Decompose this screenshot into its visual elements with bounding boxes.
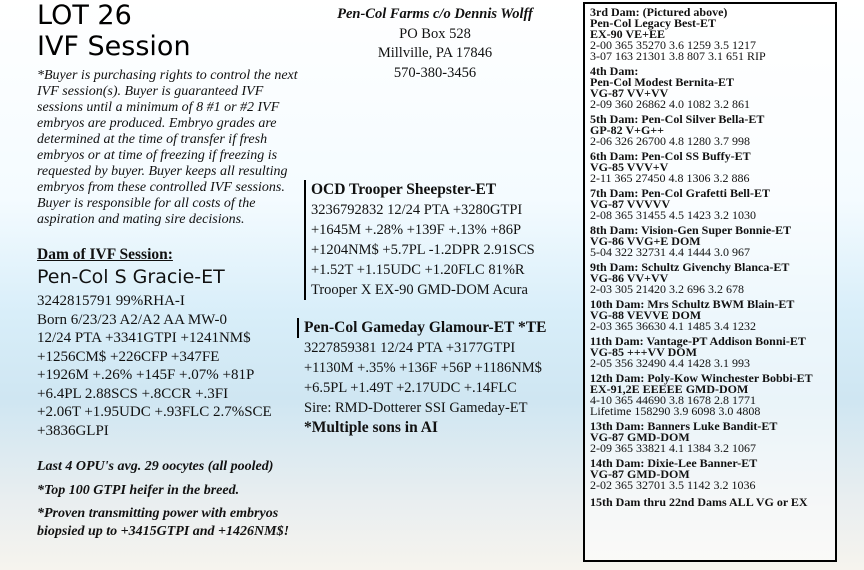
note-line: *Top 100 GTPI heifer in the breed. (37, 482, 240, 498)
ancestor-entry (590, 299, 835, 332)
ancestor-entry (590, 114, 835, 147)
ancestor-title: 10th Dam: Mrs Schultz BWM Blain-ET (590, 297, 795, 311)
farm-contact (300, 5, 570, 83)
farm-address-1: PO Box 528 (399, 25, 471, 42)
sire-line: +1.52T +1.15UDC +1.20FLC 81%R (311, 262, 525, 278)
ancestor-line: 4-10 365 44690 3.8 1678 2.8 1771 (590, 393, 756, 407)
sire-title: Pen-Col Gameday Glamour-ET *TE (297, 318, 574, 338)
ancestor-line: Lifetime 158290 3.9 6098 3.0 4808 (590, 404, 761, 418)
dam-details (37, 292, 272, 440)
sire-title: OCD Trooper Sheepster-ET (311, 181, 497, 198)
dam-detail-line: 3242815791 99%RHA-I (37, 293, 185, 309)
dam-detail-line: +6.4PL 2.88SCS +.8CCR +.3FI (37, 385, 229, 402)
ancestor-title: 8th Dam: Vision-Gen Super Bonnie-ET (590, 223, 792, 237)
ancestor-line: VG-86 VVG+E DOM (590, 234, 701, 248)
ancestor-entry (590, 225, 835, 258)
ancestor-entry (590, 458, 835, 491)
farm-address-2: Millville, PA 17846 (377, 45, 493, 61)
sire-line: 3227859381 12/24 PTA +3177GTPI (304, 340, 516, 356)
note-line: Last 4 OPU's avg. 29 oocytes (all pooled) (37, 459, 274, 474)
ancestor-line: VG-87 VVVVV (590, 197, 671, 211)
sire-note: *Multiple sons in AI (304, 419, 438, 436)
ancestor-line: 2-09 360 26862 4.0 1082 3.2 861 (590, 97, 750, 111)
dam-detail-line: +2.06T +1.95UDC +.93FLC 2.7%SCE (37, 404, 272, 420)
ancestor-entry (590, 7, 835, 62)
ancestor-final-note: 15th Dam thru 22nd Dams ALL VG or EX (590, 495, 808, 509)
lot-title (37, 0, 191, 62)
ancestor-title: 11th Dam: Vantage-PT Addison Bonni-ET (590, 334, 806, 348)
ancestor-line: VG-85 +++VV DOM (590, 345, 697, 359)
ancestor-line: VG-85 VVV+V (590, 160, 669, 174)
ancestor-line: 2-03 305 21420 3.2 696 3.2 678 (590, 282, 744, 296)
dam-detail-line: +3836GLPI (37, 422, 109, 439)
ancestor-title: 12th Dam: Poly-Kow Winchester Bobbi-ET (590, 371, 813, 385)
ancestor-title: 9th Dam: Schultz Givenchy Blanca-ET (590, 260, 790, 274)
dam-detail-line: +1926M +.26% +145F +.07% +81P (37, 367, 255, 383)
ancestor-title: 5th Dam: Pen-Col Silver Bella-ET (590, 112, 765, 126)
ancestor-entry (590, 188, 835, 221)
farm-name: Pen-Col Farms c/o Dennis Wolff (337, 6, 533, 22)
ancestor-entry (590, 151, 835, 184)
dam-heading: Dam of IVF Session: (37, 246, 173, 263)
ancestor-line: VG-86 VV+VV (590, 271, 669, 285)
ancestor-title: 3rd Dam: (Pictured above) (590, 5, 728, 19)
ancestor-line: VG-87 VV+VV (590, 86, 669, 100)
sire-line: Sire: RMD-Dotterer SSI Gameday-ET (304, 400, 528, 416)
session-type: IVF Session (37, 31, 191, 62)
note-line: *Proven transmitting power with embryos biopsied up to +3415GTPI and +1426NM$! (37, 506, 290, 539)
pedigree-list (590, 7, 835, 508)
disclaimer-text: *Buyer is purchasing rights to control the next IVF session(s). Buyer is guaranteed IVF sessions until a minimum of 8 #1 or #2 IVF embryos are produced. Embryo grades are determined at the time of transfer if fresh embryos or at time of freezing if freezing is requested by buyer. Buyer keeps all resulting embryos from these controlled IVF sessions. Buyer is responsible for all costs of the aspiration and mating sire decisions. (37, 68, 298, 227)
sire-block-2 (304, 318, 574, 438)
ancestor-line: EX-91,2E EEEEE GMD-DOM (590, 382, 749, 396)
ancestor-line: Pen-Col Modest Bernita-ET (590, 75, 734, 89)
ancestor-entry (590, 421, 835, 454)
ancestor-line: 2-06 326 26700 4.8 1280 3.7 998 (590, 134, 750, 148)
ancestor-line: VG-87 GMD-DOM (590, 467, 690, 481)
ancestor-line: 2-09 365 33821 4.1 1384 3.2 1067 (590, 441, 756, 455)
sire-line: Trooper X EX-90 GMD-DOM Acura (311, 282, 528, 298)
ancestor-line: EX-90 VE+EE (590, 27, 665, 41)
sire-line: +1204NM$ +5.7PL -1.2DPR 2.91SCS (311, 242, 535, 258)
ancestor-entry (590, 66, 835, 110)
ancestor-entry (590, 262, 835, 295)
lot-number: LOT 26 (37, 0, 132, 31)
ancestor-title: 6th Dam: Pen-Col SS Buffy-ET (590, 149, 751, 163)
ancestor-line: GP-82 V+G++ (590, 123, 664, 137)
ancestor-line: 2-00 365 35270 3.6 1259 3.5 1217 (590, 38, 756, 52)
sire-line: 3236792832 12/24 PTA +3280GTPI (311, 202, 523, 218)
ancestor-line: Pen-Col Legacy Best-ET (590, 16, 716, 30)
ancestor-title: 14th Dam: Dixie-Lee Banner-ET (590, 456, 758, 470)
ancestor-entry (590, 336, 835, 369)
farm-phone: 570-380-3456 (393, 64, 477, 81)
notes (37, 458, 307, 546)
ancestor-line: 2-03 365 36630 4.1 1485 3.4 1232 (590, 319, 756, 333)
ancestor-line: 2-11 365 27450 4.8 1306 3.2 886 (590, 171, 750, 185)
dam-detail-line: Born 6/23/23 A2/A2 AA MW-0 (37, 311, 228, 328)
ancestor-line: 5-04 322 32731 4.4 1444 3.0 967 (590, 245, 750, 259)
dam-detail-line: 12/24 PTA +3341GTPI +1241NM$ (37, 330, 251, 346)
ancestor-line: 3-07 163 21301 3.8 807 3.1 651 RIP (590, 49, 766, 63)
sire-block-1 (304, 180, 581, 300)
sire-line: +6.5PL +1.49T +2.17UDC +.14FLC (304, 380, 517, 396)
sire-line: +1645M +.28% +139F +.13% +86P (311, 222, 522, 238)
pedigree-box (583, 2, 837, 562)
ancestor-entry (590, 373, 835, 417)
ancestor-line: 2-02 365 32701 3.5 1142 3.2 1036 (590, 478, 756, 492)
ancestor-line: 2-05 356 32490 4.4 1428 3.1 993 (590, 356, 750, 370)
ancestor-line: VG-87 GMD-DOM (590, 430, 690, 444)
dam-name: Pen-Col S Gracie-ET (37, 266, 225, 288)
dam-detail-line: +1256CM$ +226CFP +347FE (37, 348, 220, 365)
ancestor-title: 4th Dam: (590, 64, 639, 78)
ancestor-title: 13th Dam: Banners Luke Bandit-ET (590, 419, 778, 433)
ancestor-title: 7th Dam: Pen-Col Grafetti Bell-ET (590, 186, 770, 200)
sire-line: +1130M +.35% +136F +56P +1186NM$ (304, 360, 542, 376)
ancestor-line: VG-88 VEVVE DOM (590, 308, 702, 322)
ancestor-line: 2-08 365 31455 4.5 1423 3.2 1030 (590, 208, 756, 222)
